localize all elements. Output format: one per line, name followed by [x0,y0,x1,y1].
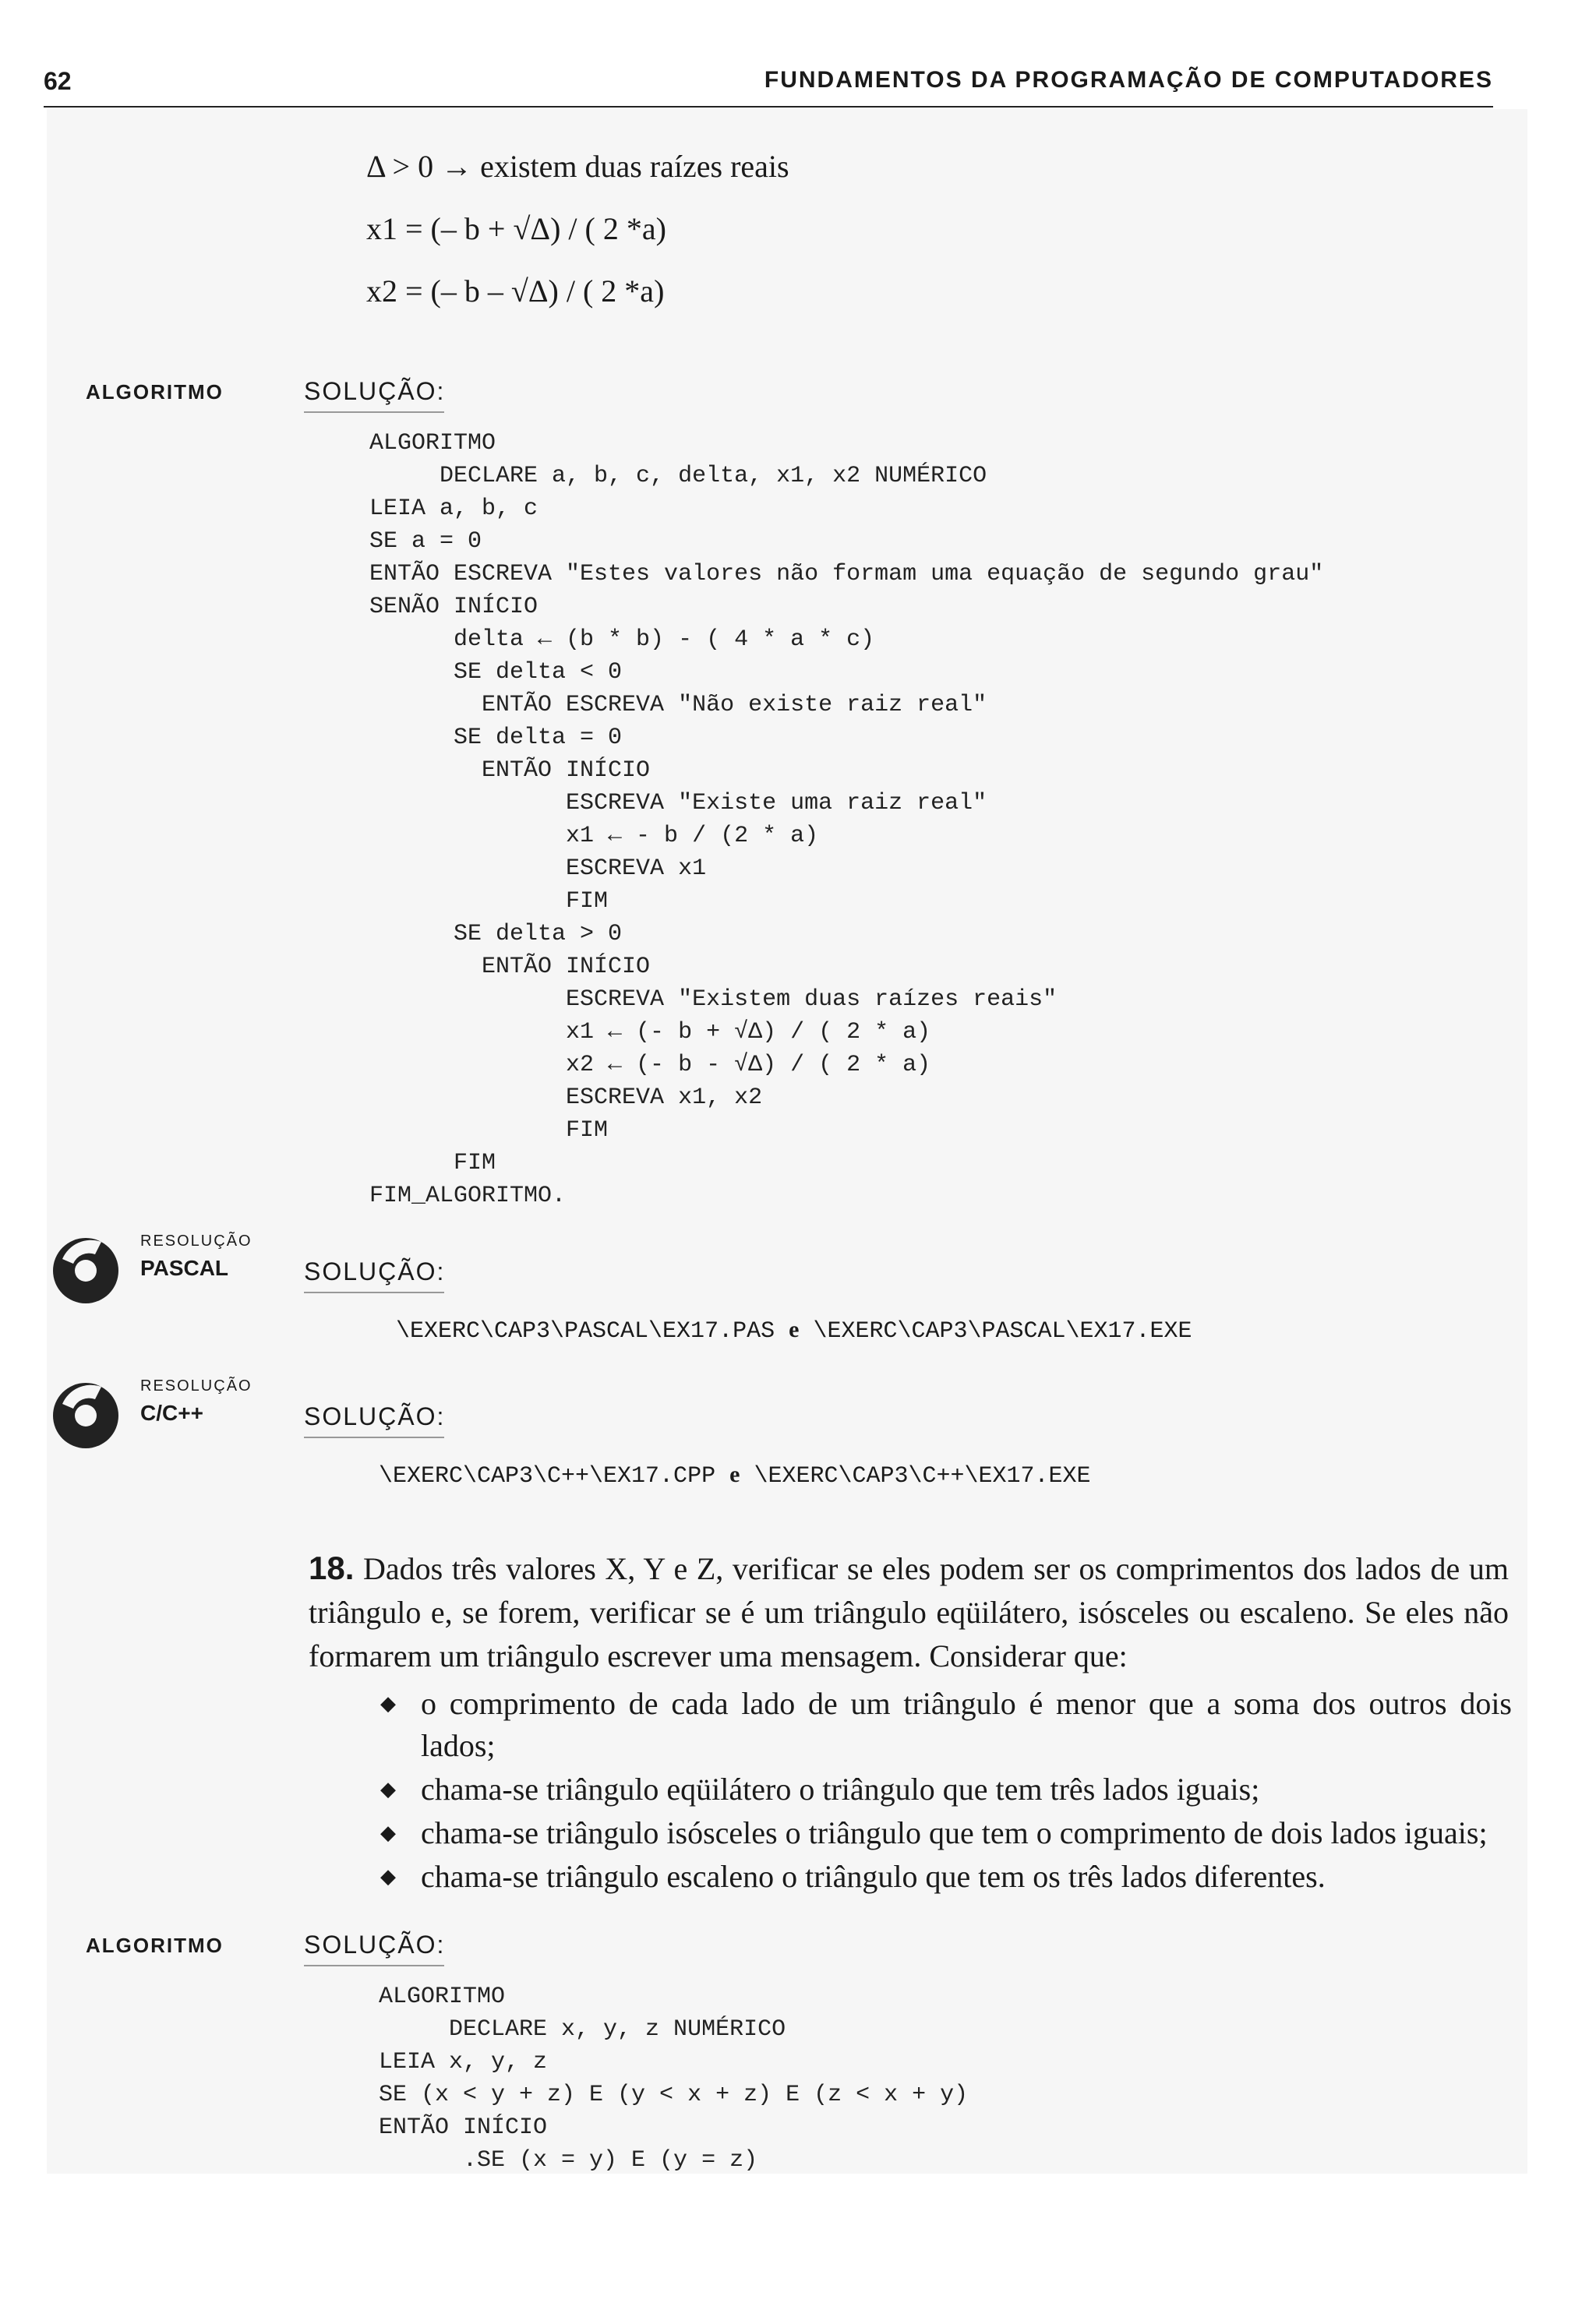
solucao-underline [304,411,444,413]
page-number: 62 [44,67,72,95]
resolucao-label: RESOLUÇÃO [140,1233,252,1250]
conjunction: e [729,1462,740,1487]
pascal-label: PASCAL [140,1256,229,1280]
pascal-exe-path: \EXERC\CAP3\PASCAL\EX17.EXE [813,1318,1192,1345]
cpp-source-path: \EXERC\CAP3\C++\EX17.CPP [379,1463,716,1490]
formula-delta-positive: Δ > 0 → existem duas raízes reais [366,149,789,184]
algorithm-code-block-2: ALGORITMO DECLARE x, y, z NUMÉRICO LEIA x, y, z SE (x < y + z) E (y < x + z) E (z < x + y) ENTÃO INÍCIO .SE (x = y) E (y = z) [379,1984,969,2174]
cpp-label: C/C++ [140,1401,203,1425]
solucao-underline-pascal [304,1292,444,1293]
diamond-bullet-icon: ◆ [380,1865,396,1888]
solucao-underline-2 [304,1965,444,1966]
formula-x1: x1 = (– b + √Δ) / ( 2 *a) [366,211,666,246]
disc-icon [47,1228,125,1306]
solucao-underline-cpp [304,1437,444,1438]
side-label-algoritmo-2: ALGORITMO [86,1934,224,1957]
cpp-file-paths [379,1462,1091,1490]
resolucao-cpp-badge [47,1373,296,1451]
exercise-conditions-list [374,1683,1512,1899]
resolucao-label: RESOLUÇÃO [140,1377,252,1395]
exercise-text: Dados três valores X, Y e Z, verificar se eles podem ser os comprimentos dos lados de um triângulo e, se forem, verificar se é um triângulo eqüilátero, isósceles ou escaleno. Se eles não formarem um triângulo escrever uma mensagem. Considerar que: [309,1551,1509,1673]
exercise-number: 18. [309,1550,355,1586]
pascal-file-paths [396,1317,1192,1345]
list-item: ◆ chama-se triângulo isósceles o triângulo que tem o comprimento de dois lados iguais; [374,1812,1512,1854]
conjunction: e [789,1317,800,1342]
page-header [44,62,1493,108]
diamond-bullet-icon: ◆ [380,1778,396,1800]
side-label-algoritmo: ALGORITMO [86,380,224,404]
disc-icon [47,1373,125,1451]
solucao-heading-pascal: SOLUÇÃO: [304,1257,446,1285]
formula-x2: x2 = (– b – √Δ) / ( 2 *a) [366,273,665,309]
resolucao-pascal-badge [47,1228,296,1306]
solucao-heading-2: SOLUÇÃO: [304,1931,446,1959]
algorithm-code-block: ALGORITMO DECLARE a, b, c, delta, x1, x2 NUMÉRICO LEIA a, b, c SE a = 0 ENTÃO ESCREVA "Estes valores não formam uma equação de segundo grau" SENÃO INÍCIO delta ← (b * b) - ( 4 * a * c) SE delta < 0 ENTÃO ESCREVA "Não existe raiz real" SE delta = 0 ENTÃO INÍCIO ESCREVA "Existe uma raiz real" x1 ← - b / (2 * a) ESCREVA x1 FIM SE delta > 0 ENTÃO INÍCIO ESCREVA "Existem duas raízes reais" x1 ← (- b + √Δ) / ( 2 * a) x2 ← (- b - √Δ) / ( 2 * a) ESCREVA x1, x2 FIM FIM FIM_ALGORITMO. [369,430,1324,1209]
pascal-source-path: \EXERC\CAP3\PASCAL\EX17.PAS [396,1318,775,1345]
list-item: ◆ o comprimento de cada lado de um triângulo é menor que a soma dos outros dois lados; [374,1683,1512,1767]
running-title: FUNDAMENTOS DA PROGRAMAÇÃO DE COMPUTADORES [764,67,1493,93]
solucao-heading: SOLUÇÃO: [304,377,446,405]
exercise-18-statement [309,1546,1509,1678]
cpp-exe-path: \EXERC\CAP3\C++\EX17.EXE [754,1463,1091,1490]
solucao-heading-cpp: SOLUÇÃO: [304,1402,446,1430]
diamond-bullet-icon: ◆ [380,1821,396,1844]
list-item: ◆ chama-se triângulo escaleno o triângulo que tem os três lados diferentes. [374,1856,1512,1898]
list-item: ◆ chama-se triângulo eqüilátero o triângulo que tem três lados iguais; [374,1769,1512,1811]
diamond-bullet-icon: ◆ [380,1692,396,1715]
